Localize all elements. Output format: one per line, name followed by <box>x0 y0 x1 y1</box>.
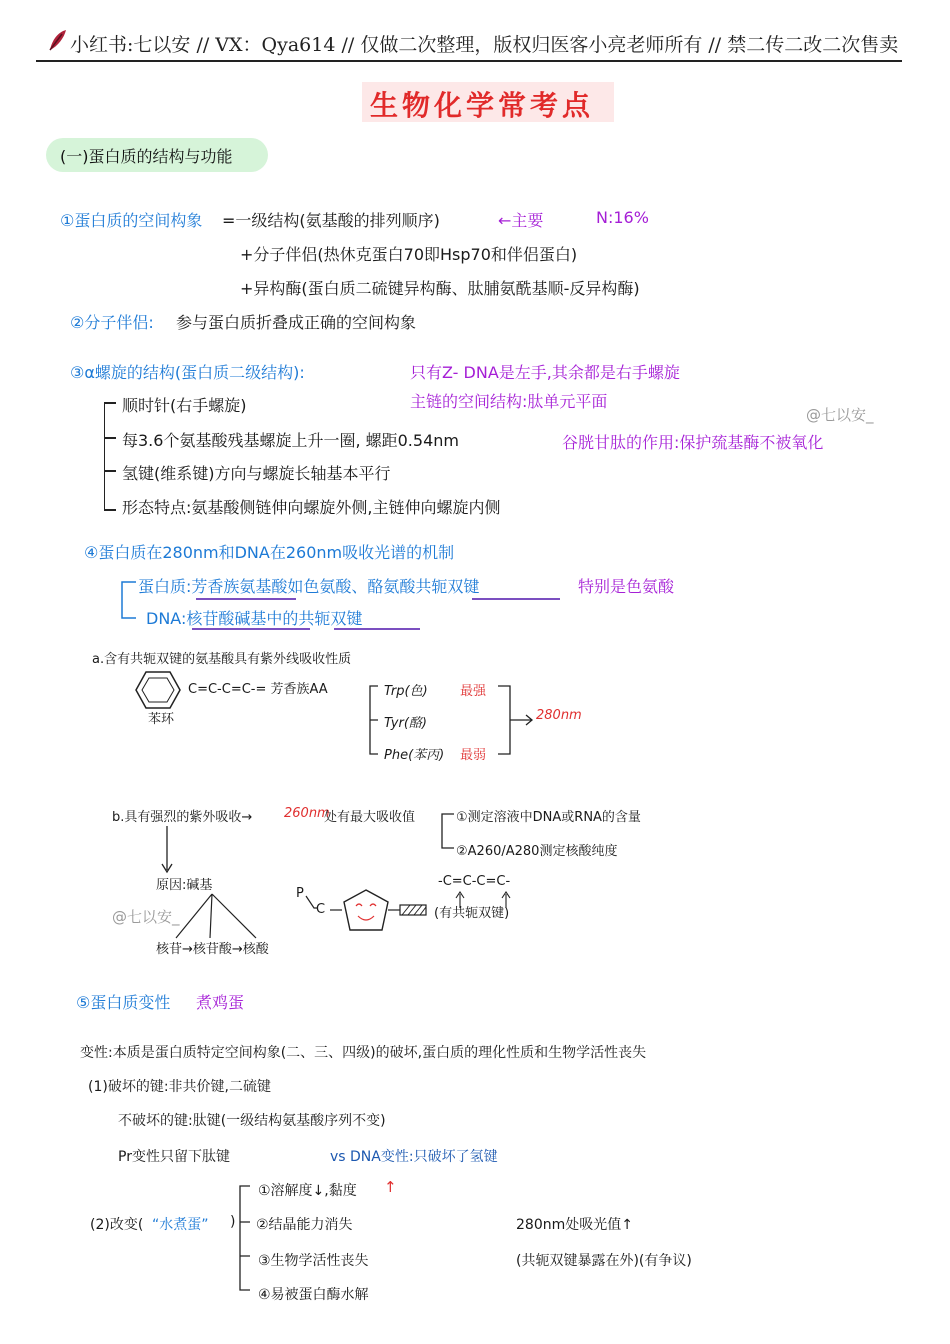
p5-change-item: ④易被蛋白酶水解 <box>258 1287 369 1303</box>
p3-note-zdna: 只有Z- DNA是左手,其余都是右手螺旋 <box>410 363 680 382</box>
a-strongest: 最强 <box>460 684 487 699</box>
p1-arrow-note: ←主要 <box>498 211 544 230</box>
a-weakest: 最弱 <box>460 748 487 763</box>
b-sequence: 核苷→核苷酸→核酸 <box>156 942 269 957</box>
p5-dna-denature: vs DNA变性:只破坏了氢键 <box>330 1149 498 1165</box>
p5-change-item: ③生物学活性丧失 <box>258 1253 369 1269</box>
a-title: a.含有共轭双键的氨基酸具有紫外线吸收性质 <box>92 652 352 667</box>
p5-change-item: ②结晶能力消失 <box>256 1217 353 1233</box>
aa-phe: Phe(苯丙) <box>384 748 445 763</box>
up-arrow-icon: ↑ <box>384 1178 397 1196</box>
p5-absorbance: 280nm处吸光值↑ <box>516 1217 633 1233</box>
benzene-ring-icon <box>134 670 182 710</box>
p5-absorbance-note: (共轭双键暴露在外)(有争议) <box>516 1253 692 1269</box>
b-use-1: ①测定溶液中DNA或RNA的含量 <box>456 810 641 825</box>
p2-lead: ②分子伴侣: <box>70 313 154 332</box>
p3-note-peptide-plane: 主链的空间结构:肽单元平面 <box>410 392 608 411</box>
b-title-nm: 260nm <box>284 806 330 821</box>
p1-n-content: N:16% <box>596 208 649 227</box>
p2-rest: 参与蛋白质折叠成正确的空间构象 <box>176 313 417 332</box>
feather-icon <box>46 28 68 52</box>
b-title-post: 处有最大吸收值 <box>324 810 416 825</box>
p3-bracket <box>104 402 105 510</box>
section-heading: (一)蛋白质的结构与功能 <box>60 147 233 166</box>
p1-line3: +异构酶(蛋白质二硫键异构酶、肽脯氨酰基顺-反异构酶) <box>240 279 640 298</box>
p3-note-glutathione: 谷胱甘肽的作用:保护巯基酶不被氧化 <box>562 433 824 452</box>
page-title: 生物化学常考点 <box>370 89 595 122</box>
p4-protein-line: 蛋白质:芳香族氨基酸如色氨酸、酪氨酸共轭双键 <box>138 577 480 596</box>
p1-lead: ①蛋白质的空间构象 <box>60 211 203 230</box>
a-chain: C=C-C=C-= 芳香族AA <box>188 682 328 697</box>
p4-special: 特别是色氨酸 <box>578 577 675 596</box>
aa-trp: Trp(色) <box>384 684 428 699</box>
p4-lead: ④蛋白质在280nm和DNA在260nm吸收光谱的机制 <box>84 543 455 562</box>
aa-tyr: Tyr(酪) <box>384 716 427 731</box>
p5-change-egg: “水煮蛋” <box>152 1217 209 1233</box>
b-title-pre: b.具有强烈的紫外吸收→ <box>112 810 253 825</box>
a-benzene-label: 苯环 <box>148 712 175 727</box>
carbon-label: C <box>316 902 326 917</box>
b-use-2: ②A260/A280测定核酸纯度 <box>456 844 618 859</box>
p5-lead: ⑤蛋白质变性 <box>76 993 171 1012</box>
p5-change-item: ①溶解度↓,黏度 <box>258 1183 357 1199</box>
watermark-2: @七以安_ <box>112 908 180 926</box>
p5-pr-denature: Pr变性只留下肽键 <box>118 1149 230 1165</box>
p5-broken-bonds: (1)破坏的键:非共价键,二硫键 <box>88 1079 271 1095</box>
p5-egg: 煮鸡蛋 <box>196 993 245 1012</box>
p5-change-pre: (2)改变( <box>90 1217 144 1233</box>
phosphate-label: P <box>296 886 304 901</box>
header-divider <box>36 60 902 62</box>
ribose-ring-icon <box>300 884 436 940</box>
p4-dna-line: DNA:核苷酸碱基中的共轭双键 <box>146 609 363 628</box>
p1-rest: =一级结构(氨基酸的排列顺序) <box>222 211 440 230</box>
p1-line2: +分子伴侣(热休克蛋白70即Hsp70和伴侣蛋白) <box>240 245 578 264</box>
p3-item: 每3.6个氨基酸残基螺旋上升一圈, 螺距0.54nm <box>122 431 459 450</box>
b-down-arrow <box>160 826 174 876</box>
p3-item: 形态特点:氨基酸侧链伸向螺旋外侧,主链伸向螺旋内侧 <box>122 498 501 517</box>
watermark: @七以安_ <box>806 406 874 424</box>
p5-definition: 变性:本质是蛋白质特定空间构象(二、三、四级)的破坏,蛋白质的理化性质和生物学活性丧失 <box>80 1045 647 1061</box>
conjugated-note: (有共轭双键) <box>434 906 510 921</box>
p5-unbroken-bonds: 不破坏的键:肽键(一级结构氨基酸序列不变) <box>118 1113 386 1129</box>
p3-lead: ③α螺旋的结构(蛋白质二级结构): <box>70 363 305 382</box>
p4-brace <box>118 578 138 622</box>
a-280nm: 280nm <box>536 708 582 723</box>
p3-item: 氢键(维系键)方向与螺旋长轴基本平行 <box>122 464 391 483</box>
header-text: 小红书:七以安 // VX：Qya614 // 仅做二次整理，版权归医客小亮老师所有 // 禁二传二改二次售卖 <box>70 34 899 56</box>
p5-change-bracket <box>236 1182 256 1294</box>
b-reason: 原因:碱基 <box>156 878 213 893</box>
conjugated-bond: -C=C-C=C- <box>438 874 511 889</box>
p3-item: 顺时针(右手螺旋) <box>122 396 247 415</box>
p5-change-post: ) <box>230 1214 236 1230</box>
